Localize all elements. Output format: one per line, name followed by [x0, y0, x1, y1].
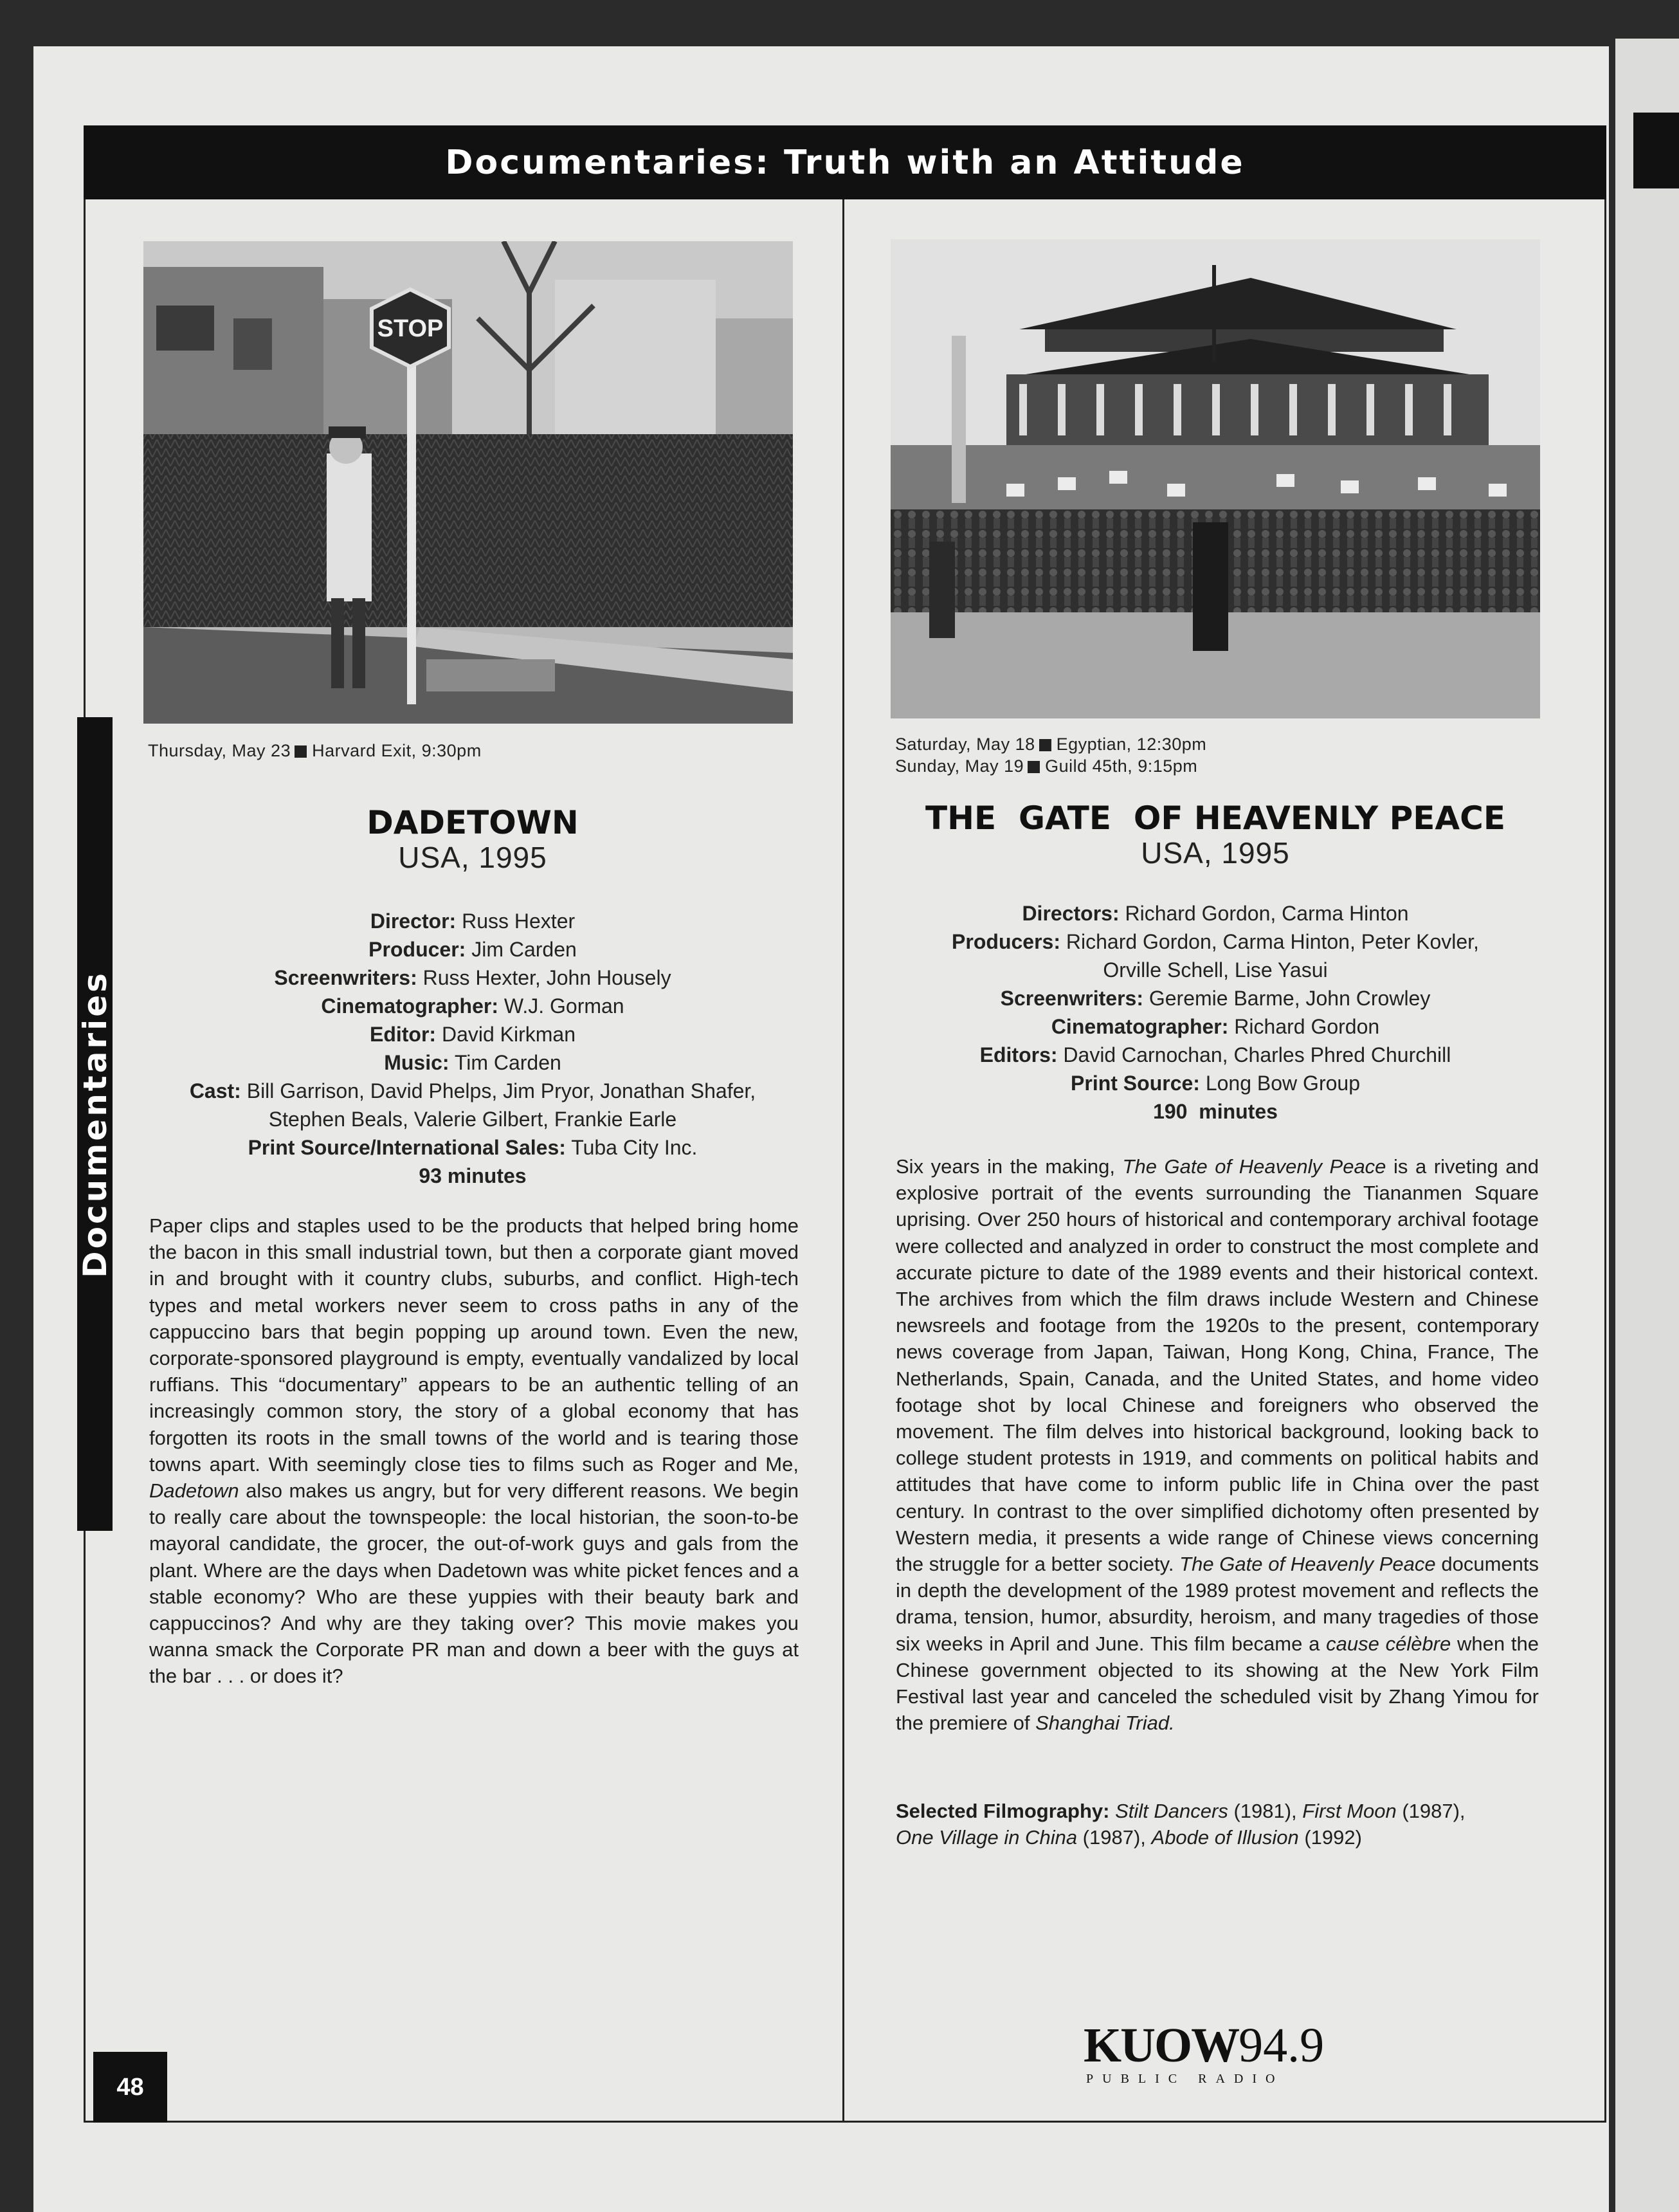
- credit-names: Richard Gordon, Carma Hinton: [1125, 902, 1409, 925]
- synopsis-italic: Dadetown: [149, 1479, 239, 1503]
- dadetown-still-photo: [143, 241, 793, 724]
- bullet-square-icon: [1028, 761, 1040, 773]
- filmography-year: (1987),: [1396, 1800, 1466, 1822]
- bullet-square-icon: [1039, 739, 1051, 751]
- credit-line: [148, 1020, 797, 1048]
- showtime-venue: Harvard Exit, 9:30pm: [312, 741, 482, 760]
- dadetown-showtimes: [148, 740, 791, 762]
- film-country-year: USA, 1995: [398, 841, 547, 874]
- credit-role: Producers:: [952, 930, 1060, 953]
- credit-role: Music:: [384, 1051, 449, 1074]
- film-country-year: USA, 1995: [1141, 836, 1290, 870]
- credit-line: [887, 1069, 1543, 1097]
- credit-names: Tuba City Inc.: [571, 1136, 698, 1159]
- synopsis-italic: The Gate of Heavenly Peace: [1122, 1155, 1386, 1178]
- side-tab-label: Documentaries: [76, 970, 114, 1278]
- credit-role: Editors:: [979, 1043, 1058, 1066]
- credit-role: Screenwriters:: [274, 966, 417, 989]
- showtime-date: Thursday, May 23: [148, 741, 291, 760]
- credit-line: [887, 1012, 1543, 1041]
- synopsis-text: Paper clips and staples used to be the products that helped bring home the bacon in this small industrial town, but then a corporate giant moved in and brought with it country clubs, suburbs, and conflict. High-tech types and metal workers never seem to cross paths in any of the cappuccino bars that begin popping up around town. Even the new, corporate-sponsored playground is empty, eventually vandalized by local ruffians. This “documentary” appears to be an authentic telling of an increasingly common story, the story of a global economy that has forgotten its roots in the small towns of the world and is tearing those towns apart. With seemingly close ties to films such as Roger and Me,: [149, 1214, 799, 1476]
- synopsis-text: documents in depth the development of the 1989 protest movement and reflects the drama, tension, humor, absurdity, heroism, and many tragedies of those six weeks in April and June. This film became a: [896, 1553, 1539, 1655]
- credit-role: Cinematographer:: [1051, 1015, 1229, 1038]
- kuow-sponsor-logo: [1084, 2018, 1325, 2087]
- gate-heading: [887, 800, 1543, 869]
- credit-line: [887, 984, 1543, 1012]
- credit-names: Long Bow Group: [1205, 1072, 1360, 1095]
- filmography-year: (1981),: [1228, 1800, 1303, 1822]
- column-divider: [842, 199, 844, 2123]
- credit-line: [887, 1041, 1543, 1069]
- gate-synopsis: [896, 1153, 1539, 1736]
- credit-line-cont: [887, 956, 1543, 984]
- synopsis-italic: Shanghai Triad.: [1035, 1712, 1175, 1735]
- filmography-title: Stilt Dancers: [1115, 1800, 1228, 1822]
- credit-role: Cinematographer:: [321, 994, 498, 1018]
- credit-role: Screenwriters:: [1000, 987, 1143, 1010]
- credit-names: Russ Hexter, John Housely: [422, 966, 671, 989]
- gate-showtimes: [895, 733, 1538, 777]
- credit-role: Director:: [370, 909, 457, 933]
- credit-names: Tim Carden: [454, 1051, 561, 1074]
- credit-names: Richard Gordon: [1234, 1015, 1380, 1038]
- credit-line: [148, 1133, 797, 1162]
- synopsis-text: is a riveting and explosive portrait of the events surrounding the Tiananmen Square uprising. Over 250 hours of historical and contemporary archival footage were collected and analyzed in order to construct the most complete and accurate picture to date of the 1989 events and their historical context. The archives from which the film draws include Western and Chinese newsreels and footage from the 1920s to the present, contemporary news coverage from Japan, Taiwan, Hong Kong, China, France, The Netherlands, Spain, Canada, and the United States, and home video footage shot by local Chinese and foreigners who observed the movement. The film delves into historical background, looking back to college student protests in 1919, and comments on political habits and attitudes that have come to inform public life in China over the past century. In contrast to the over simplified dichotomy often presented by Western media, it presents a wide range of Chinese views concerning the struggle for a better society.: [896, 1155, 1539, 1576]
- filmography-year: (1992): [1298, 1826, 1362, 1849]
- credit-line: [148, 1077, 797, 1105]
- filmography-title: First Moon: [1302, 1800, 1397, 1822]
- dadetown-heading: [148, 804, 797, 873]
- film-runtime: 93 minutes: [419, 1164, 527, 1187]
- next-page-header-strip: [1633, 113, 1679, 188]
- credit-names: Russ Hexter: [462, 909, 576, 933]
- credit-names-cont: Orville Schell, Lise Yasui: [1103, 958, 1328, 982]
- film-runtime: 190 minutes: [1153, 1100, 1278, 1123]
- showtime-venue: Egyptian, 12:30pm: [1056, 735, 1207, 754]
- filmography-label: Selected Filmography:: [896, 1800, 1110, 1822]
- synopsis-text: when the Chinese government objected to its showing at the New York Film Festival last year and canceled the scheduled visit by Zhang Yimou for the premiere of: [896, 1632, 1539, 1735]
- credit-role: Editor:: [369, 1023, 437, 1046]
- dadetown-credits: [148, 907, 797, 1190]
- credit-names: David Carnochan, Charles Phred Churchill: [1063, 1043, 1451, 1066]
- film-title: THE GATE OF HEAVENLY PEACE: [925, 800, 1505, 837]
- credit-role: Cast:: [189, 1079, 241, 1102]
- credit-names: Jim Carden: [471, 938, 577, 961]
- credit-line: [887, 899, 1543, 928]
- logo-name: KUOW: [1084, 2018, 1239, 2072]
- section-header: [84, 125, 1606, 199]
- bullet-square-icon: [295, 745, 307, 758]
- showtime-date: Sunday, May 19: [895, 756, 1024, 776]
- gate-filmography: [896, 1798, 1542, 1851]
- showtime-date: Saturday, May 18: [895, 735, 1035, 754]
- page-number: 48: [93, 2052, 167, 2123]
- synopsis-text: Six years in the making,: [896, 1155, 1123, 1178]
- showtime-venue: Guild 45th, 9:15pm: [1045, 756, 1198, 776]
- credit-line: [148, 964, 797, 992]
- filmography-year: (1987),: [1077, 1826, 1152, 1849]
- credit-line-cont: [148, 1105, 797, 1133]
- filmography-title: One Village in China: [896, 1826, 1078, 1849]
- credit-role: Producer:: [368, 938, 466, 961]
- section-title: Documentaries: Truth with an Attitude: [445, 143, 1245, 182]
- synopsis-text: also makes us angry, but for very different reasons. We begin to really care about the townspeople: the local historian, the soon-to-be mayoral candidate, the grocer, the out-of-work guys and gals from the plant. Where are the days when Dadetown was white picket fences and a stable economy? Who are these yuppies with their beauty bark and cappuccinos? And why are they taking over? This movie makes you wanna smack the Corporate PR man and down a beer with the guys at the bar . . . or does it?: [149, 1479, 799, 1688]
- section-side-tab: [77, 717, 113, 1531]
- credit-role: Print Source:: [1071, 1072, 1200, 1095]
- dadetown-synopsis: [149, 1212, 799, 1690]
- credit-line: [148, 935, 797, 964]
- logo-tagline: PUBLIC RADIO: [1086, 2072, 1284, 2086]
- credit-role: Print Source/International Sales:: [248, 1136, 566, 1159]
- svg-text:STOP: STOP: [377, 315, 444, 342]
- dadetown-photo-image: [143, 241, 793, 724]
- next-page-edge: [1615, 39, 1679, 2212]
- credit-line: [148, 1048, 797, 1077]
- film-title: DADETOWN: [367, 804, 579, 841]
- gate-of-heavenly-peace-still-photo: [891, 239, 1540, 718]
- credit-names-cont: Stephen Beals, Valerie Gilbert, Frankie Earle: [268, 1108, 677, 1131]
- credit-role: Directors:: [1022, 902, 1120, 925]
- credit-line: [148, 992, 797, 1020]
- synopsis-italic: cause célèbre: [1326, 1632, 1451, 1655]
- filmography-title: Abode of Illusion: [1151, 1826, 1299, 1849]
- credit-line: [148, 907, 797, 935]
- gate-credits: [887, 899, 1543, 1126]
- credit-names: W.J. Gorman: [504, 994, 624, 1018]
- synopsis-italic: The Gate of Heavenly Peace: [1179, 1553, 1436, 1576]
- credit-names: Geremie Barme, John Crowley: [1148, 987, 1431, 1010]
- credit-names: Bill Garrison, David Phelps, Jim Pryor, Jonathan Shafer,: [246, 1079, 756, 1102]
- credit-line: [887, 928, 1543, 956]
- credit-names: David Kirkman: [441, 1023, 576, 1046]
- tiananmen-photo-image: [891, 239, 1540, 718]
- logo-frequency: 94.9: [1239, 2018, 1325, 2072]
- credit-names: Richard Gordon, Carma Hinton, Peter Kovler,: [1066, 930, 1479, 953]
